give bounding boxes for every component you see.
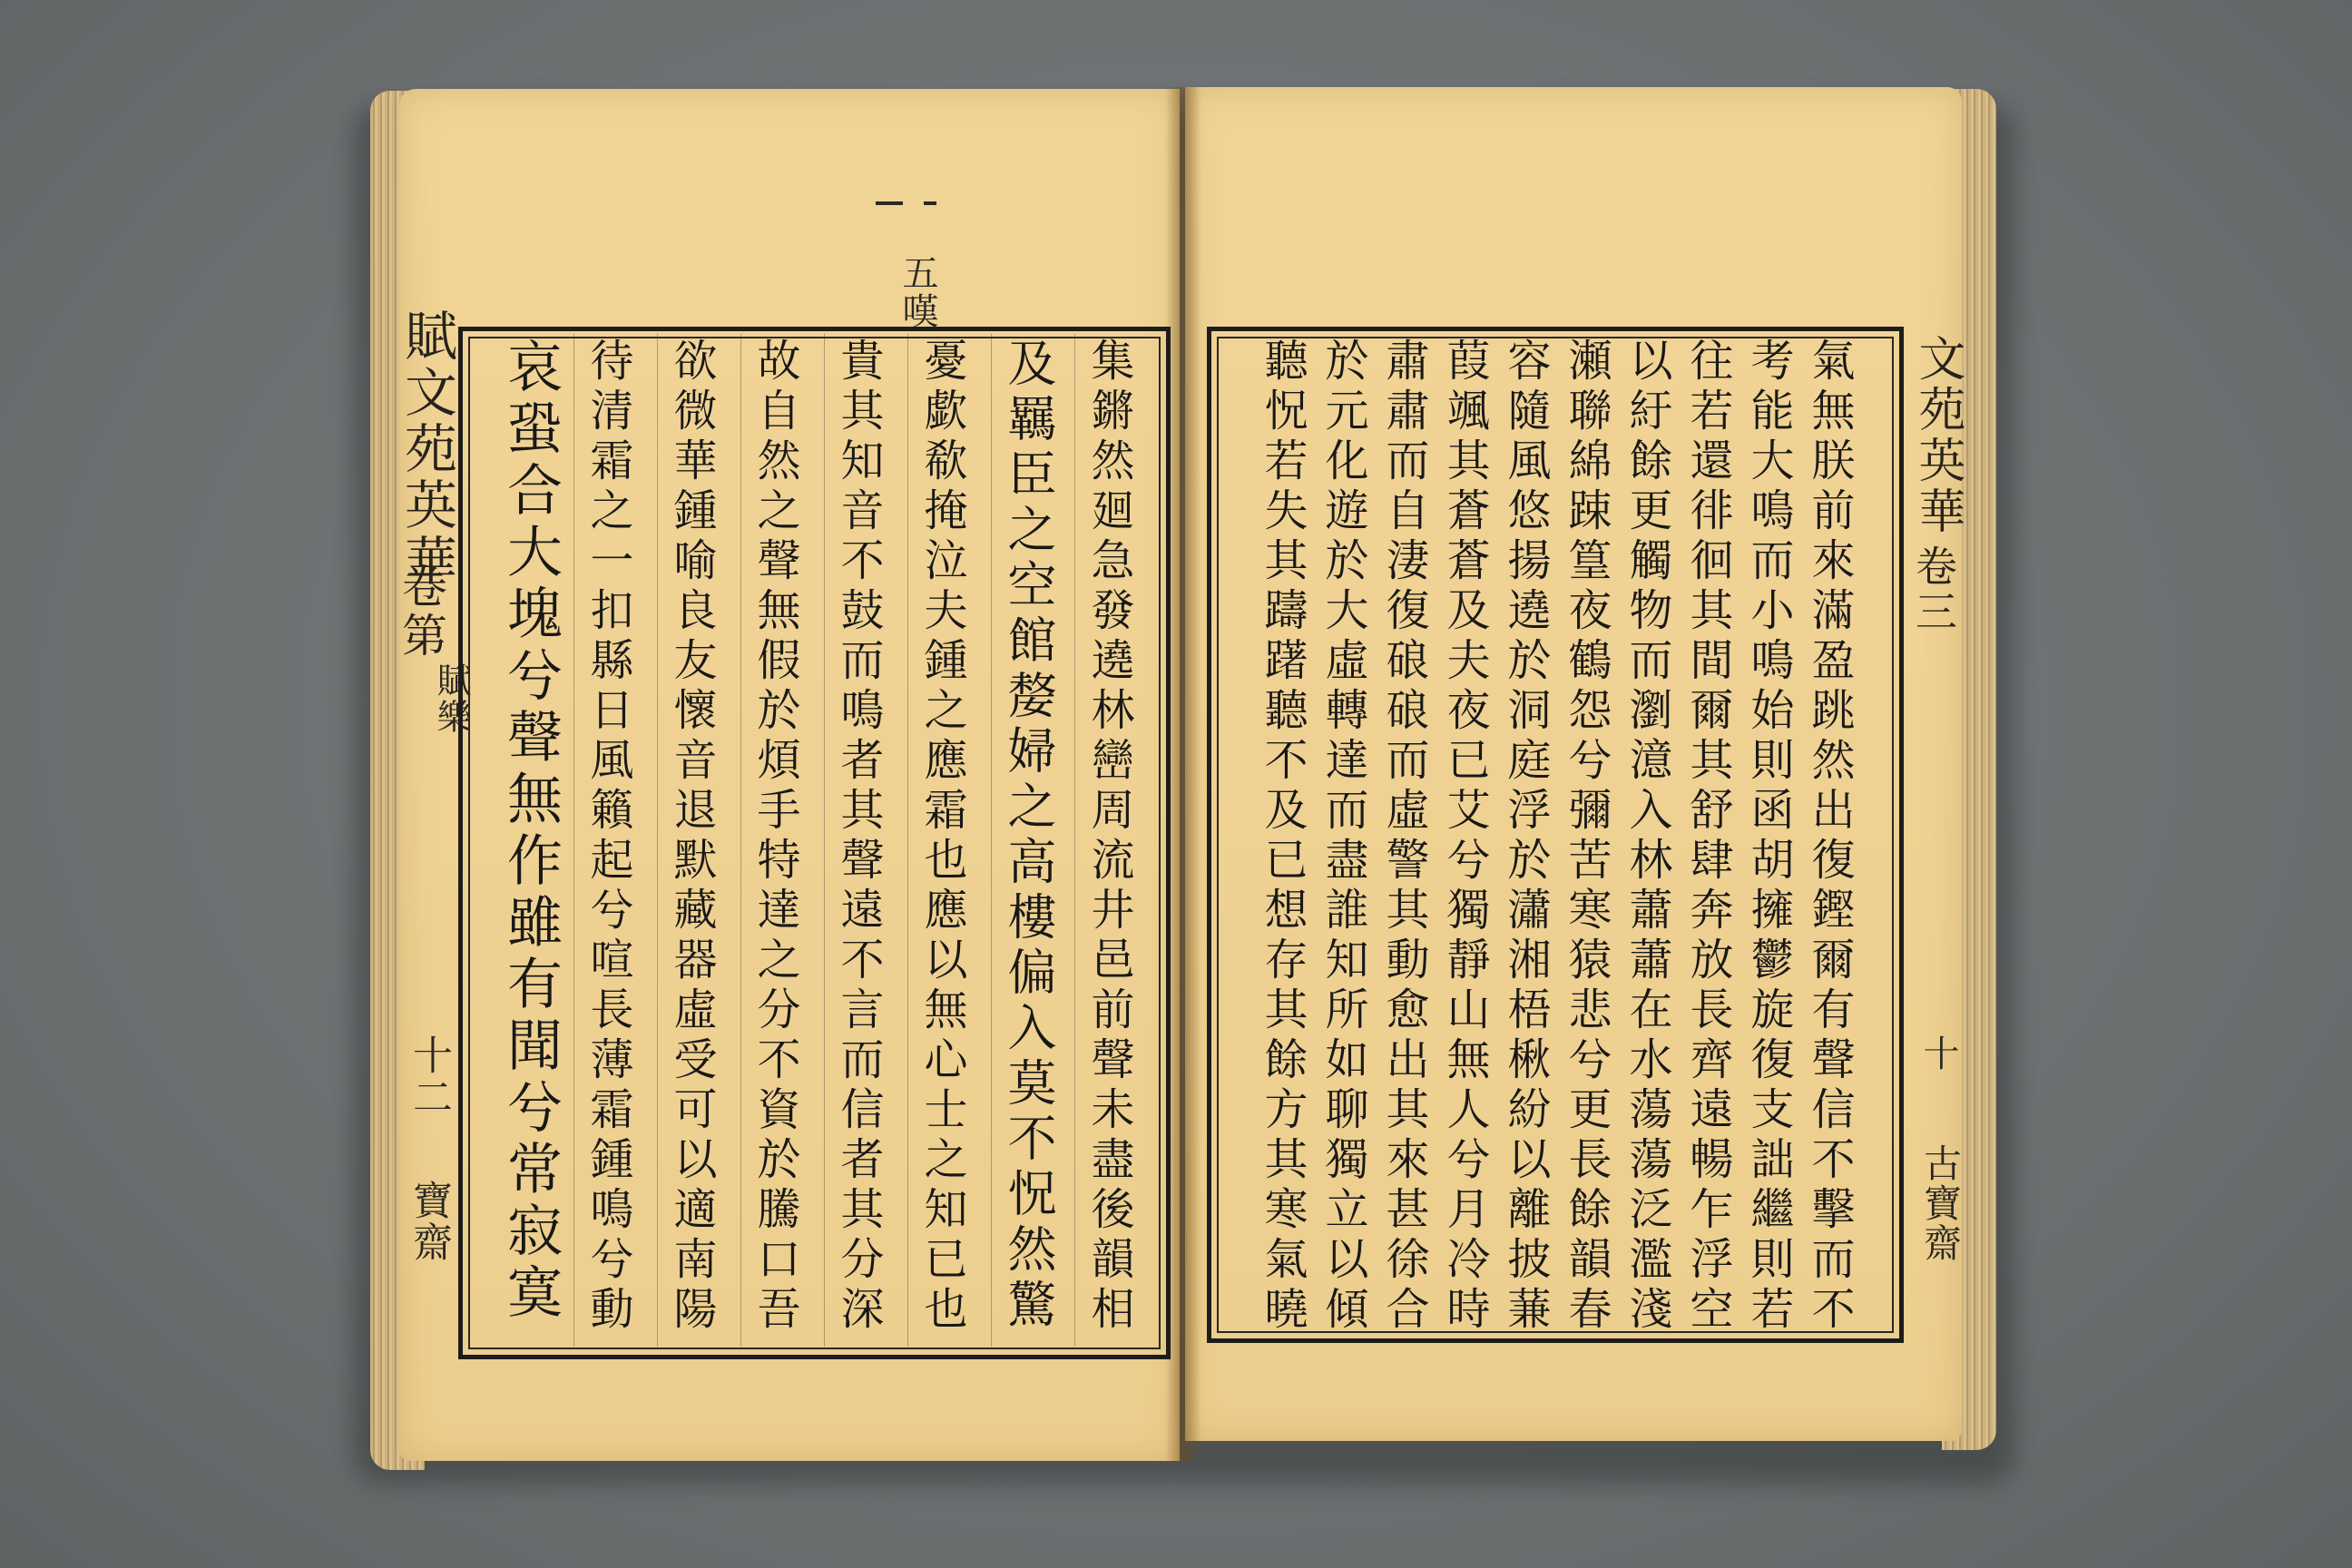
column-rule — [824, 334, 825, 1347]
right-column-5: 瀬聯綿踈篁夜鶴怨兮彌苦寒猿悲兮更長餘韻春 — [1561, 338, 1612, 1336]
column-rule — [991, 334, 992, 1347]
header-dash-2 — [924, 201, 936, 205]
right-column-3: 往若還徘徊其間爾其舒肆奔放長齊遠暢乍浮空 — [1682, 338, 1733, 1336]
left-margin-folio: 十二 — [406, 1034, 452, 1118]
right-margin-folio: 十 — [1917, 1034, 1959, 1073]
left-column-7: 待清霜之一扣縣日風籟起兮喧長薄霜鍾鳴兮動 — [583, 338, 633, 1336]
right-column-7: 葭颯其蒼蒼及夫夜已艾兮獨靜山無人兮月冷時 — [1439, 338, 1490, 1336]
right-column-8: 肅肅而自淒復硠硠而虛警其動愈出其來甚徐合 — [1378, 338, 1429, 1336]
right-column-10: 聽怳若失其躊躇聽不及已想存其餘方其寒氣曉 — [1257, 338, 1308, 1336]
left-margin-publisher: 寶齋 — [406, 1180, 452, 1263]
right-column-6: 容隨風悠揚遶於洞庭浮於瀟湘梧楸紛以離披蒹 — [1500, 338, 1551, 1336]
column-rule — [1074, 334, 1075, 1347]
right-column-4: 以紆餘更觸物而瀏澺入林蕭蕭在水蕩蕩泛濫淺 — [1622, 338, 1672, 1336]
left-column-1: 集鏘然廻急發遶林巒周流井邑前聲未盡後韻相 — [1083, 338, 1134, 1336]
right-text-frame — [1207, 327, 1904, 1343]
right-margin-publisher: 古寶齋 — [1918, 1143, 1963, 1263]
left-column-2: 及羈臣之空館嫠婦之高樓偏入莫不怳然驚 — [1000, 338, 1057, 1334]
right-column-9: 於元化遊於大虛轉達而盡誰知所如聊獨立以傾 — [1318, 338, 1368, 1336]
left-column-5: 故自然之聲無假於煩手特達之分不資於騰口吾 — [750, 338, 800, 1336]
left-header-mark: 五嘆 — [897, 254, 938, 330]
column-rule — [573, 334, 574, 1347]
column-rule — [907, 334, 908, 1347]
column-rule — [657, 334, 658, 1347]
left-text-frame — [458, 327, 1171, 1359]
left-column-4: 貴其知音不鼓而鳴者其聲遠不言而信者其分深 — [833, 338, 884, 1336]
left-column-8: 哀蛩合大塊兮聲無作雖有聞兮常寂寞 — [498, 338, 563, 1325]
right-margin-volume: 卷三 — [1909, 544, 1958, 635]
left-margin-section: 賦樂 — [431, 662, 471, 735]
right-column-2: 考能大鳴而小鳴始則函胡擁鬱旋復支詘繼則若 — [1743, 338, 1794, 1336]
book-gutter — [1165, 87, 1201, 1462]
left-column-6: 欲微華鍾喻良友懷音退默藏器虛受可以適南陽 — [666, 338, 717, 1336]
right-column-1: 氣無朕前來滿盈跳然出復鏗爾有聲信不擊而不 — [1804, 338, 1855, 1336]
left-margin-volume: 卷第 — [395, 563, 447, 661]
left-margin-title: 賦文苑英華 — [396, 309, 457, 590]
header-dash-1 — [876, 201, 903, 205]
right-margin-title: 文苑英華 — [1910, 334, 1965, 537]
left-column-3: 憂歔欷掩泣夫鍾之應霜也應以無心士之知已也 — [916, 338, 967, 1336]
column-rule — [740, 334, 741, 1347]
